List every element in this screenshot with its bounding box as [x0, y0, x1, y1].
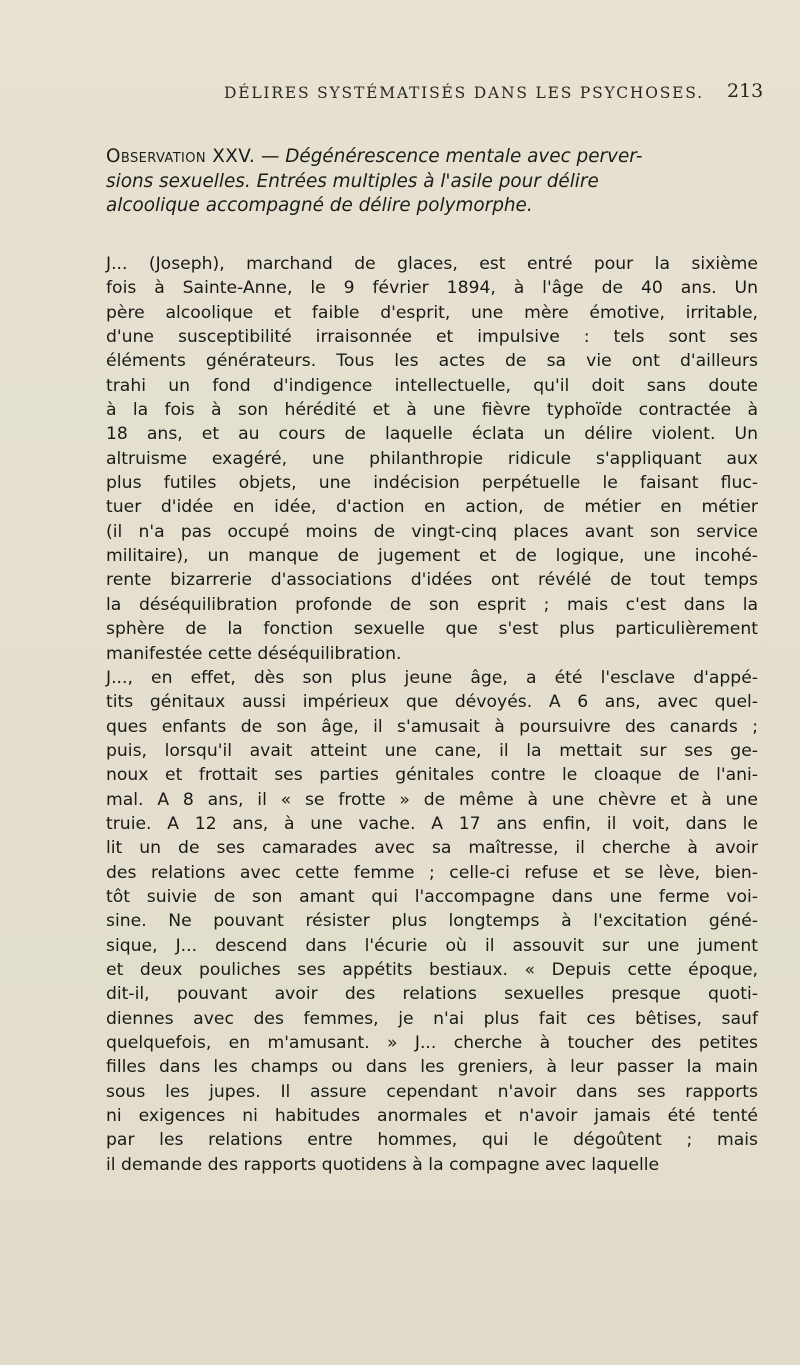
running-head: DÉLIRES SYSTÉMATISÉS DANS LES PSYCHOSES.: [224, 84, 704, 102]
text-line: manifestée cette déséquilibration.: [106, 643, 402, 664]
text-line: 18 ans, et au cours de laquelle éclata un délire violent. Un: [106, 424, 758, 445]
text-line: il demande des rapports quotidens à la compagne avec laquelle: [106, 1154, 660, 1175]
text-line: ni exigences ni habitudes anormales et n'avoir jamais été tenté: [106, 1106, 758, 1127]
text-line: tits génitaux aussi impérieux que dévoyés. A 6 ans, avec quel-: [106, 692, 758, 713]
text-line: à la fois à son hérédité et à une fièvre typhoïde contractée à: [106, 400, 758, 421]
text-line: des relations avec cette femme ; celle-ci refuse et se lève, bien-: [106, 862, 758, 883]
text-line: quelquefois, en m'amusant. » J... cherche à toucher des petites: [106, 1033, 758, 1053]
observation-heading: [106, 145, 760, 219]
text-line: la déséquilibration profonde de son esprit ; mais c'est dans la: [106, 594, 758, 615]
text-line: fois à Sainte-Anne, le 9 février 1894, à l'âge de 40 ans. Un: [106, 278, 758, 299]
text-line: tuer d'idée en idée, d'action en action, de métier en métier: [106, 497, 758, 518]
text-line: et deux pouliches ses appétits bestiaux. « Depuis cette époque,: [106, 959, 758, 980]
text-line: plus futiles objets, une indécision perpétuelle le faisant fluc-: [106, 473, 758, 494]
text-line: dit-il, pouvant avoir des relations sexuelles presque quoti-: [106, 984, 758, 1005]
text-line: ques enfants de son âge, il s'amusait à poursuivre des canards ;: [106, 716, 758, 737]
text-line: puis, lorsqu'il avait atteint une cane, il la mettait sur ses ge-: [106, 740, 758, 761]
text-line: tôt suivie de son amant qui l'accompagne dans une ferme voi-: [106, 886, 758, 907]
text-line: J..., en effet, dès son plus jeune âge, a été l'esclave d'appé-: [106, 667, 758, 688]
body-text: [106, 252, 758, 1177]
text-line: truie. A 12 ans, à une vache. A 17 ans enfin, il voit, dans le: [106, 813, 758, 834]
text-line: sique, J... descend dans l'écurie où il assouvit sur une jument: [106, 935, 758, 956]
text-line: éléments générateurs. Tous les actes de sa vie ont d'ailleurs: [106, 351, 758, 372]
heading-separator: —: [255, 146, 286, 167]
observation-title-line: Dégénérescence mentale avec perver-: [285, 146, 643, 167]
text-line: père alcoolique et faible d'esprit, une mère émotive, irritable,: [106, 302, 758, 323]
observation-title-line: alcoolique accompagné de délire polymorphe.: [106, 195, 533, 216]
paragraph-2: [106, 666, 758, 1177]
observation-label: Observation XXV.: [106, 146, 256, 167]
text-line: par les relations entre hommes, qui le dégoûtent ; mais: [106, 1130, 758, 1151]
text-line: J... (Joseph), marchand de glaces, est entré pour la sixième: [106, 254, 758, 274]
page-number: 213: [727, 80, 764, 102]
text-line: trahi un fond d'indigence intellectuelle, qu'il doit sans doute: [106, 375, 758, 396]
text-line: militaire), un manque de jugement et de logique, une incohé-: [106, 546, 758, 567]
text-line: sphère de la fonction sexuelle que s'est plus particulièrement: [106, 619, 758, 640]
text-line: diennes avec des femmes, je n'ai plus fait ces bêtises, sauf: [106, 1008, 758, 1029]
text-line: rente bizarrerie d'associations d'idées ont révélé de tout temps: [106, 570, 758, 591]
text-line: noux et frottait ses parties génitales contre le cloaque de l'ani-: [106, 765, 758, 786]
text-line: sine. Ne pouvant résister plus longtemps à l'excitation géné-: [106, 911, 758, 932]
text-line: d'une susceptibilité irraisonnée et impulsive : tels sont ses: [106, 327, 758, 348]
observation-title-line: sions sexuelles. Entrées multiples à l'asile pour délire: [106, 170, 599, 192]
paragraph-1: [106, 252, 758, 666]
text-line: lit un de ses camarades avec sa maîtresse, il cherche à avoir: [106, 838, 758, 859]
text-line: mal. A 8 ans, il « se frotte » de même à une chèvre et à une: [106, 789, 758, 810]
text-line: sous les jupes. Il assure cependant n'avoir dans ses rapports: [106, 1081, 758, 1102]
text-line: filles dans les champs ou dans les greniers, à leur passer la main: [106, 1057, 758, 1078]
text-line: altruisme exagéré, une philanthropie ridicule s'appliquant aux: [106, 448, 758, 469]
text-line: (il n'a pas occupé moins de vingt-cinq places avant son service: [106, 521, 758, 542]
